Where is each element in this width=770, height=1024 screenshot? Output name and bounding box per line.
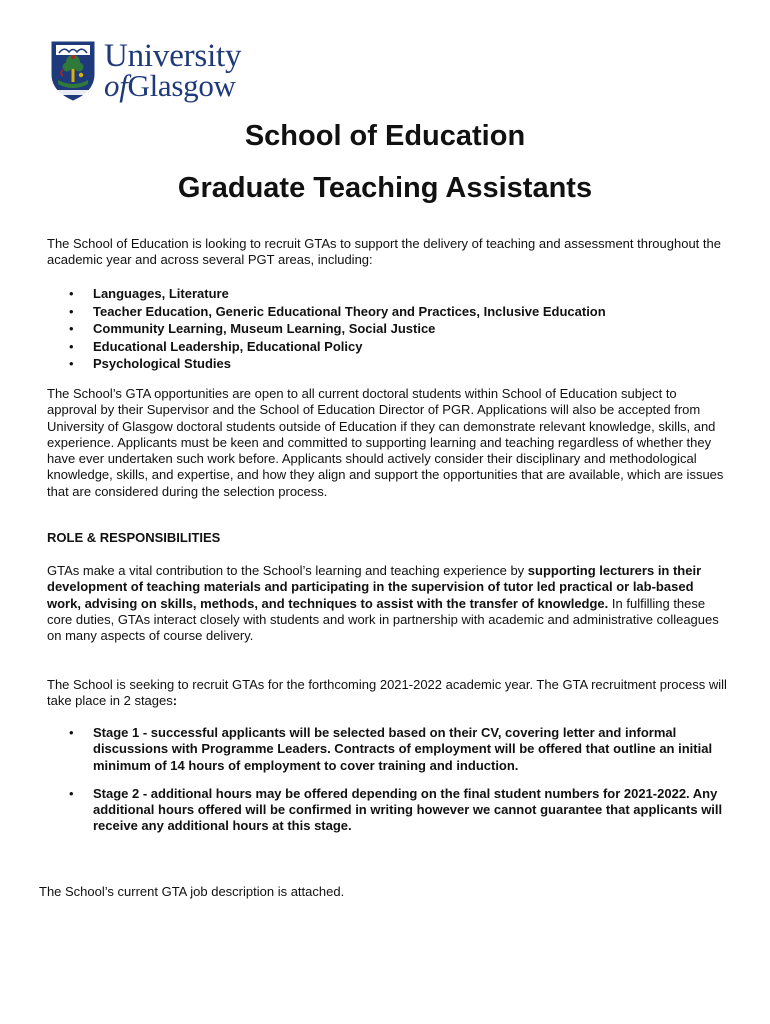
wordmark-glasgow: Glasgow bbox=[127, 68, 236, 103]
list-item: • Languages, Literature bbox=[47, 285, 727, 303]
role-text-end: In fulfilling these core duties, GTAs interact closely with students and work in partnership with academic and administrative colleagues on many aspects of course delivery. bbox=[47, 595, 719, 644]
seeking-text: The School is seeking to recruit GTAs for the forthcoming 2021-2022 academic year. The GTA recruitment process will take place in 2 stages bbox=[47, 677, 727, 709]
stages-list bbox=[47, 725, 727, 847]
list-item: • Educational Leadership, Educational Policy bbox=[47, 338, 727, 356]
university-logo bbox=[50, 40, 241, 102]
role-paragraph bbox=[47, 563, 727, 644]
list-item: • Stage 2 - additional hours may be offered depending on the final student numbers for 2021-2022. Any additional hours offered will be confirmed in writing however we cannot guarantee that applicants will receive any additional hours at this stage. bbox=[47, 786, 727, 835]
seeking-paragraph bbox=[47, 677, 727, 710]
wordmark-of: of bbox=[104, 68, 128, 103]
attached-note: The School’s current GTA job description is attached. bbox=[39, 884, 345, 899]
wordmark-university: University bbox=[104, 38, 242, 74]
role-heading: ROLE & RESPONSIBILITIES bbox=[47, 530, 221, 545]
opportunities-paragraph: The School’s GTA opportunities are open to all current doctoral students within School of Education subject to approval by their Supervisor and the School of Education Director of PGR. Applications will also be accepted from University of Glasgow doctoral students outside of Education if they can demonstrate relevant knowledge, skills, and experience. Applicants must be keen and committed to supporting learning and teaching regardless of whether they have ever undertaken such work before. Applicants should actively consider their disciplinary and methodological knowledge, skills, and expertise, and how they align and support the opportunities that are available, which are issues that are considered during the selection process. bbox=[47, 386, 724, 499]
pgt-areas-list bbox=[47, 285, 727, 373]
role-text-start: GTAs make a vital contribution to the School’s learning and teaching experience by bbox=[47, 563, 528, 578]
list-item: • Teacher Education, Generic Educational Theory and Practices, Inclusive Education bbox=[47, 303, 727, 321]
list-item: • Community Learning, Museum Learning, Social Justice bbox=[47, 320, 727, 338]
intro-paragraph: The School of Education is looking to recruit GTAs to support the delivery of teaching and assessment throughout the academic year and across several PGT areas, including: bbox=[47, 236, 721, 268]
role-text-bold: supporting lecturers in their development of teaching materials and participating in the supervision of tutor led practical or lab-based work, advising on skills, methods, and techniques to assist with the transfer of knowledge. bbox=[47, 563, 702, 611]
seeking-colon: : bbox=[172, 693, 178, 709]
wordmark-of-glasgow bbox=[104, 68, 241, 103]
page-subtitle: Graduate Teaching Assistants bbox=[177, 172, 593, 204]
list-item: • Stage 1 - successful applicants will be selected based on their CV, covering letter and informal discussions with Programme Leaders. Contracts of employment will be offered that outline an initial minimum of 14 hours of employment to cover training and induction. bbox=[47, 725, 727, 774]
page-title: School of Education bbox=[244, 120, 526, 152]
university-wordmark bbox=[104, 38, 242, 103]
university-crest-icon bbox=[50, 40, 96, 102]
list-item: • Psychological Studies bbox=[47, 355, 727, 373]
